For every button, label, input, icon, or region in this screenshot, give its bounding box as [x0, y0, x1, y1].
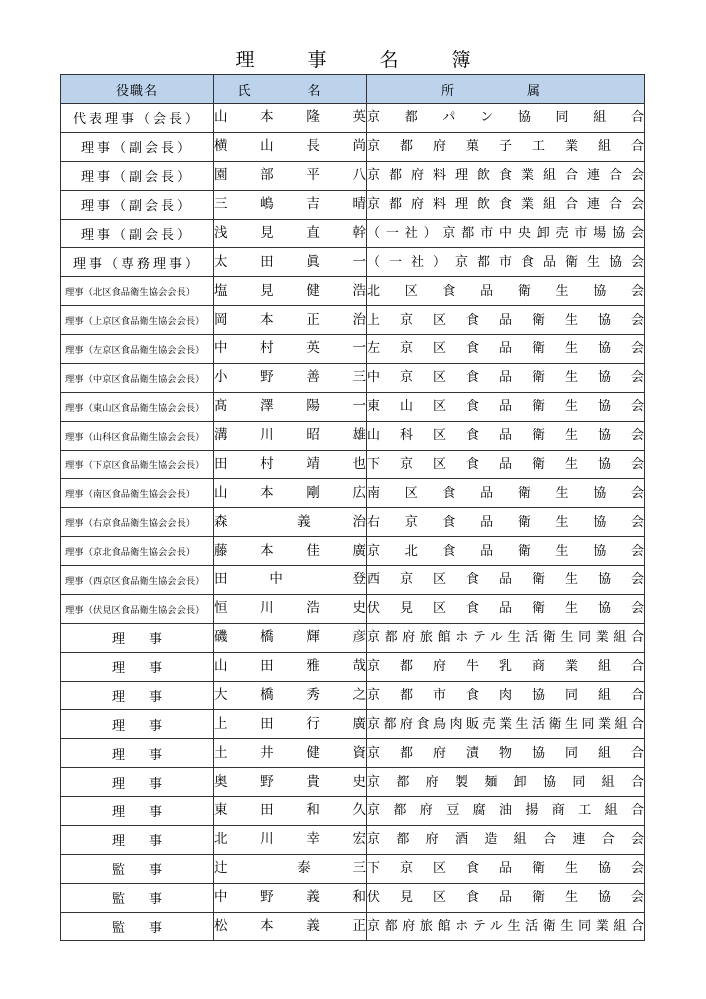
name-cell	[214, 190, 367, 219]
role-cell	[61, 421, 214, 450]
affiliation-cell	[367, 594, 645, 623]
role-text: 監事	[111, 920, 186, 936]
name-cell	[214, 508, 367, 537]
member-name: 田 村 靖 也	[214, 455, 366, 472]
role-text: 理事（副会長）	[80, 227, 193, 243]
affiliation-cell	[367, 681, 645, 710]
role-text: 理事（副会長）	[80, 141, 193, 157]
affiliation-text: 南区食品衛生協会	[367, 485, 644, 501]
affiliation-text: 下京区食品衛生協会	[367, 456, 644, 472]
affiliation-cell	[367, 363, 645, 392]
role-text: 理事（西京区食品衛生協会会長）	[65, 575, 205, 587]
affiliation-text: 京都府料理飲食業組合連合会	[367, 197, 644, 213]
affiliation-text: 東山区食品衛生協会	[367, 399, 644, 415]
member-name: 辻 泰 三	[214, 860, 366, 877]
role-text: 理事（中京区食品衛生協会会長）	[65, 373, 205, 385]
affiliation-text: 山科区食品衛生協会	[367, 428, 644, 444]
member-name: 浅 見 直 幹	[214, 224, 366, 241]
member-name: 塩 見 健 浩	[214, 282, 366, 299]
role-cell	[61, 508, 214, 537]
affiliation-text: 京都府漬物協同組合	[367, 745, 644, 761]
name-cell	[214, 739, 367, 768]
name-cell	[214, 450, 367, 479]
affiliation-cell	[367, 277, 645, 306]
role-text: 理事（東山区食品衛生協会会長）	[65, 402, 205, 414]
member-name: 小 野 善 三	[214, 369, 366, 386]
table-row	[61, 450, 645, 479]
role-cell	[61, 161, 214, 190]
affiliation-cell	[367, 248, 645, 277]
role-cell	[61, 335, 214, 364]
name-cell	[214, 681, 367, 710]
table-row	[61, 392, 645, 421]
role-cell	[61, 652, 214, 681]
role-text: 代表理事（会長）	[72, 112, 201, 128]
board-members-table	[60, 74, 645, 941]
role-cell	[61, 248, 214, 277]
name-cell	[214, 797, 367, 826]
affiliation-text: 京都府豆腐油揚商工組合	[367, 803, 644, 819]
member-name: 山 本 隆 英	[214, 109, 366, 126]
affiliation-cell	[367, 450, 645, 479]
role-text: 理事（南区食品衛生協会会長）	[65, 489, 196, 501]
role-text: 理事	[111, 834, 186, 850]
affiliation-cell	[367, 537, 645, 566]
role-text: 監事	[111, 892, 186, 908]
name-cell	[214, 132, 367, 161]
affiliation-cell	[367, 335, 645, 364]
role-cell	[61, 623, 214, 652]
role-cell	[61, 768, 214, 797]
role-text: 理事	[111, 747, 186, 763]
name-cell	[214, 537, 367, 566]
affiliation-text: 下京区食品衛生協会	[367, 861, 644, 877]
table-row	[61, 681, 645, 710]
name-cell	[214, 248, 367, 277]
table-row	[61, 335, 645, 364]
affiliation-text: 右京食品衛生協会	[367, 514, 644, 530]
affiliation-text: 上京区食品衛生協会	[367, 312, 644, 328]
role-cell	[61, 479, 214, 508]
column-header-affiliation: 所 属	[367, 75, 645, 104]
name-cell	[214, 421, 367, 450]
table-row	[61, 883, 645, 912]
role-cell	[61, 277, 214, 306]
member-name: 松 本 義 正	[214, 917, 366, 934]
name-cell	[214, 104, 367, 133]
name-cell	[214, 652, 367, 681]
table-row	[61, 161, 645, 190]
member-name: 山 本 剛 広	[214, 484, 366, 501]
table-row	[61, 421, 645, 450]
role-text: 理事（上京区食品衛生協会会長）	[65, 316, 205, 328]
member-name: 磯 橋 輝 彦	[214, 629, 366, 646]
affiliation-cell	[367, 854, 645, 883]
name-cell	[214, 912, 367, 941]
name-cell	[214, 623, 367, 652]
table-row	[61, 912, 645, 941]
affiliation-cell	[367, 623, 645, 652]
affiliation-cell	[367, 710, 645, 739]
affiliation-text: 京都府製麺卸協同組合	[367, 774, 644, 790]
role-text: 理事	[111, 661, 186, 677]
affiliation-text: 京都府牛乳商業組合	[367, 659, 644, 675]
role-cell	[61, 825, 214, 854]
table-row	[61, 190, 645, 219]
affiliation-text: 北区食品衛生協会	[367, 283, 644, 299]
affiliation-text: 京都パン協同組合	[367, 110, 644, 126]
role-cell	[61, 854, 214, 883]
table-row	[61, 363, 645, 392]
affiliation-cell	[367, 392, 645, 421]
role-text: 理事（副会長）	[80, 170, 193, 186]
role-text: 理事（専務理事）	[72, 256, 201, 272]
role-text: 理事	[111, 689, 186, 705]
affiliation-text: 伏見区食品衛生協会	[367, 601, 644, 617]
role-text: 理事	[111, 776, 186, 792]
affiliation-cell	[367, 190, 645, 219]
role-cell	[61, 363, 214, 392]
name-cell	[214, 710, 367, 739]
affiliation-cell	[367, 479, 645, 508]
name-cell	[214, 363, 367, 392]
affiliation-text: 中京区食品衛生協会	[367, 370, 644, 386]
role-text: 理事（京北食品衛生協会会長）	[65, 547, 196, 559]
role-cell	[61, 739, 214, 768]
role-text: 理事（山科区食品衛生協会会長）	[65, 431, 205, 443]
role-cell	[61, 219, 214, 248]
role-text: 理事（北区食品衛生協会会長）	[65, 287, 196, 299]
member-name: 北 川 幸 宏	[214, 831, 366, 848]
name-cell	[214, 479, 367, 508]
affiliation-cell	[367, 566, 645, 595]
table-row	[61, 132, 645, 161]
column-header-name: 氏 名	[214, 75, 367, 104]
affiliation-text: 京都府旅館ホテル生活衛生同業組合	[367, 630, 644, 646]
member-name: 藤 本 佳 廣	[214, 542, 366, 559]
role-text: 理事（下京区食品衛生協会会長）	[65, 460, 205, 472]
role-text: 理事（伏見区食品衛生協会会長）	[65, 604, 205, 616]
member-name: 岡 本 正 治	[214, 311, 366, 328]
role-cell	[61, 190, 214, 219]
member-name: 東 田 和 久	[214, 802, 366, 819]
table-row	[61, 739, 645, 768]
role-cell	[61, 594, 214, 623]
member-name: 太 田 眞 一	[214, 253, 366, 270]
role-text: 理事	[111, 805, 186, 821]
role-cell	[61, 681, 214, 710]
role-cell	[61, 566, 214, 595]
member-name: 上 田 行 廣	[214, 715, 366, 732]
role-cell	[61, 450, 214, 479]
affiliation-cell	[367, 652, 645, 681]
table-row	[61, 854, 645, 883]
affiliation-text: 京都府旅館ホテル生活衛生同業組合	[367, 918, 644, 934]
name-cell	[214, 277, 367, 306]
role-cell	[61, 132, 214, 161]
member-name: 三 嶋 吉 晴	[214, 196, 366, 213]
table-row	[61, 768, 645, 797]
table-row	[61, 508, 645, 537]
member-name: 奥 野 貴 史	[214, 773, 366, 790]
member-name: 山 田 雅 哉	[214, 658, 366, 675]
member-name: 恒 川 浩 史	[214, 600, 366, 617]
role-cell	[61, 912, 214, 941]
affiliation-cell	[367, 508, 645, 537]
table-row	[61, 797, 645, 826]
table-row	[61, 219, 645, 248]
table-row	[61, 825, 645, 854]
member-name: 溝 川 昭 雄	[214, 427, 366, 444]
name-cell	[214, 594, 367, 623]
affiliation-text: 京北食品衛生協会	[367, 543, 644, 559]
member-name: 中 野 義 和	[214, 889, 366, 906]
role-text: 理事（右京食品衛生協会会長）	[65, 518, 196, 530]
member-name: 田 中 登	[214, 571, 366, 588]
table-body	[61, 104, 645, 941]
role-cell	[61, 306, 214, 335]
table-row	[61, 277, 645, 306]
name-cell	[214, 566, 367, 595]
role-cell	[61, 104, 214, 133]
affiliation-cell	[367, 739, 645, 768]
affiliation-text: 京都市食肉協同組合	[367, 687, 644, 703]
page-title: 理 事 名 簿	[235, 49, 488, 71]
affiliation-text: 京都府食鳥肉販売業生活衛生同業組合	[367, 716, 644, 732]
table-row	[61, 306, 645, 335]
table-row	[61, 104, 645, 133]
role-cell	[61, 883, 214, 912]
affiliation-text: 京都府菓子工業組合	[367, 139, 644, 155]
member-name: 園 部 平 八	[214, 167, 366, 184]
name-cell	[214, 883, 367, 912]
member-name: 森 義 治	[214, 513, 366, 530]
name-cell	[214, 768, 367, 797]
table-row	[61, 710, 645, 739]
table-row	[61, 623, 645, 652]
role-text: 理事（副会長）	[80, 199, 193, 215]
affiliation-text: 西京区食品衛生協会	[367, 572, 644, 588]
affiliation-text: （一社）京都市食品衛生協会	[367, 254, 644, 270]
table-row	[61, 652, 645, 681]
role-text: 理事（左京区食品衛生協会会長）	[65, 344, 205, 356]
role-text: 監事	[111, 863, 186, 879]
affiliation-text: （一社）京都市中央卸売市場協会	[367, 225, 644, 241]
name-cell	[214, 335, 367, 364]
name-cell	[214, 306, 367, 335]
member-name: 髙 澤 陽 一	[214, 398, 366, 415]
affiliation-cell	[367, 104, 645, 133]
affiliation-text: 左京区食品衛生協会	[367, 341, 644, 357]
role-cell	[61, 392, 214, 421]
name-cell	[214, 854, 367, 883]
table-row	[61, 594, 645, 623]
affiliation-cell	[367, 912, 645, 941]
affiliation-cell	[367, 825, 645, 854]
member-name: 大 橋 秀 之	[214, 686, 366, 703]
role-cell	[61, 797, 214, 826]
column-header-role: 役職名	[61, 75, 214, 104]
role-cell	[61, 710, 214, 739]
affiliation-cell	[367, 421, 645, 450]
name-cell	[214, 825, 367, 854]
table-row	[61, 566, 645, 595]
affiliation-text: 京都府酒造組合連合会	[367, 832, 644, 848]
table-header-row	[61, 75, 645, 104]
affiliation-cell	[367, 161, 645, 190]
name-cell	[214, 392, 367, 421]
member-name: 中 村 英 一	[214, 340, 366, 357]
role-cell	[61, 537, 214, 566]
role-text: 理事	[111, 718, 186, 734]
table-row	[61, 537, 645, 566]
name-cell	[214, 161, 367, 190]
affiliation-text: 伏見区食品衛生協会	[367, 890, 644, 906]
role-text: 理事	[111, 632, 186, 648]
affiliation-cell	[367, 219, 645, 248]
affiliation-text: 京都府料理飲食業組合連合会	[367, 168, 644, 184]
affiliation-cell	[367, 883, 645, 912]
member-name: 横 山 長 尚	[214, 138, 366, 155]
affiliation-cell	[367, 132, 645, 161]
table-row	[61, 248, 645, 277]
table-row	[61, 479, 645, 508]
member-name: 土 井 健 資	[214, 744, 366, 761]
name-cell	[214, 219, 367, 248]
affiliation-cell	[367, 768, 645, 797]
affiliation-cell	[367, 797, 645, 826]
affiliation-cell	[367, 306, 645, 335]
